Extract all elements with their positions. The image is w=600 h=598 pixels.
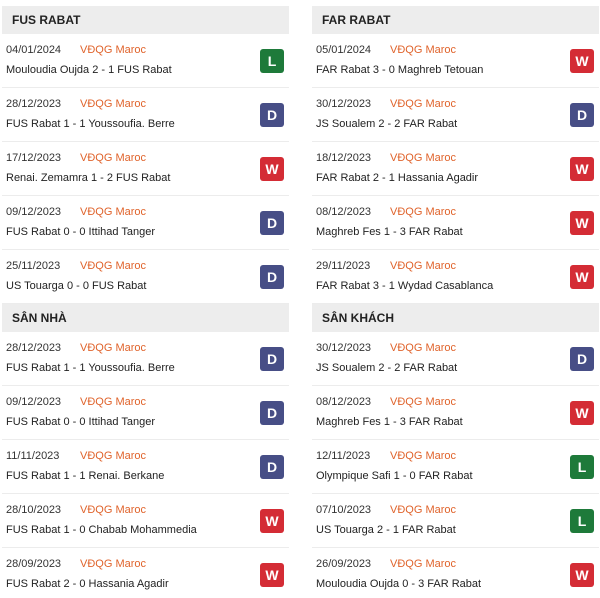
league-link[interactable]: VĐQG Maroc: [80, 206, 147, 218]
league-link[interactable]: VĐQG Maroc: [80, 450, 147, 462]
match-score: US Touarga 2 - 1 FAR Rabat: [316, 524, 456, 536]
result-badge: D: [260, 401, 284, 425]
league-link[interactable]: VĐQG Maroc: [80, 152, 147, 164]
league-link[interactable]: VĐQG Maroc: [80, 396, 147, 408]
match-score: Renai. Zemamra 1 - 2 FUS Rabat: [6, 172, 171, 184]
result-badge: W: [570, 563, 594, 587]
match-score: Mouloudia Oujda 0 - 3 FAR Rabat: [316, 578, 482, 590]
result-badge: W: [260, 157, 284, 181]
league-link[interactable]: VĐQG Maroc: [390, 44, 457, 56]
league-link[interactable]: VĐQG Maroc: [80, 342, 147, 354]
league-link[interactable]: VĐQG Maroc: [390, 396, 457, 408]
match-score: FUS Rabat 1 - 1 Youssoufia. Berre: [6, 118, 175, 130]
league-link[interactable]: VĐQG Maroc: [390, 504, 457, 516]
result-badge: D: [260, 265, 284, 289]
result-badge: W: [260, 563, 284, 587]
league-link[interactable]: VĐQG Maroc: [390, 260, 457, 272]
match-row[interactable]: [2, 142, 289, 196]
fus-rabat-recent-panel: [2, 6, 289, 304]
league-link[interactable]: VĐQG Maroc: [390, 342, 457, 354]
match-score: Maghreb Fes 1 - 3 FAR Rabat: [316, 416, 463, 428]
league-link[interactable]: VĐQG Maroc: [80, 98, 147, 110]
match-row[interactable]: [312, 196, 599, 250]
match-row[interactable]: [2, 440, 289, 494]
result-badge: L: [570, 509, 594, 533]
match-row[interactable]: [2, 332, 289, 386]
match-date: 28/09/2023: [6, 558, 62, 570]
fus-rabat-home-panel: [2, 304, 289, 598]
match-date: 25/11/2023: [6, 260, 61, 272]
match-score: Olympique Safi 1 - 0 FAR Rabat: [316, 470, 473, 482]
match-score: FAR Rabat 2 - 1 Hassania Agadir: [316, 172, 479, 184]
match-score: FAR Rabat 3 - 1 Wydad Casablanca: [316, 280, 494, 292]
match-date: 12/11/2023: [316, 450, 371, 462]
result-badge: D: [260, 347, 284, 371]
match-date: 28/12/2023: [6, 98, 62, 110]
match-date: 28/12/2023: [6, 342, 62, 354]
match-row[interactable]: [312, 548, 599, 598]
result-badge: W: [570, 265, 594, 289]
result-badge: L: [260, 49, 284, 73]
match-date: 17/12/2023: [6, 152, 62, 164]
match-score: FUS Rabat 0 - 0 Ittihad Tanger: [6, 226, 155, 238]
match-row[interactable]: [2, 196, 289, 250]
match-row[interactable]: [312, 494, 599, 548]
match-row[interactable]: [2, 386, 289, 440]
match-score: US Touarga 0 - 0 FUS Rabat: [6, 280, 147, 292]
match-date: 18/12/2023: [316, 152, 372, 164]
result-badge: D: [570, 347, 594, 371]
match-row[interactable]: [2, 250, 289, 304]
match-score: Maghreb Fes 1 - 3 FAR Rabat: [316, 226, 463, 238]
league-link[interactable]: VĐQG Maroc: [80, 504, 147, 516]
far-rabat-away-panel: [312, 304, 599, 598]
match-score: JS Soualem 2 - 2 FAR Rabat: [316, 118, 458, 130]
match-date: 05/01/2024: [316, 44, 372, 56]
league-link[interactable]: VĐQG Maroc: [80, 44, 147, 56]
match-row[interactable]: [2, 494, 289, 548]
match-date: 11/11/2023: [6, 450, 60, 462]
match-score: JS Soualem 2 - 2 FAR Rabat: [316, 362, 458, 374]
result-badge: D: [260, 211, 284, 235]
match-date: 07/10/2023: [316, 504, 372, 516]
match-date: 30/12/2023: [316, 342, 372, 354]
panel-title: FAR RABAT: [312, 6, 599, 34]
match-row[interactable]: [312, 88, 599, 142]
panel-title: SÂN NHÀ: [2, 304, 289, 332]
match-score: FUS Rabat 1 - 1 Renai. Berkane: [6, 470, 165, 482]
match-score: FUS Rabat 0 - 0 Ittihad Tanger: [6, 416, 155, 428]
result-badge: L: [570, 455, 594, 479]
panel-title: FUS RABAT: [2, 6, 289, 34]
result-badge: D: [570, 103, 594, 127]
league-link[interactable]: VĐQG Maroc: [390, 206, 457, 218]
far-rabat-recent-panel: [312, 6, 599, 304]
result-badge: W: [570, 401, 594, 425]
league-link[interactable]: VĐQG Maroc: [80, 260, 147, 272]
match-date: 26/09/2023: [316, 558, 372, 570]
match-row[interactable]: [2, 548, 289, 598]
league-link[interactable]: VĐQG Maroc: [80, 558, 147, 570]
match-row[interactable]: [312, 142, 599, 196]
league-link[interactable]: VĐQG Maroc: [390, 152, 457, 164]
match-date: 28/10/2023: [6, 504, 62, 516]
match-score: FUS Rabat 2 - 0 Hassania Agadir: [6, 578, 169, 590]
match-row[interactable]: [2, 88, 289, 142]
match-score: FUS Rabat 1 - 1 Youssoufia. Berre: [6, 362, 175, 374]
result-badge: D: [260, 455, 284, 479]
match-date: 30/12/2023: [316, 98, 372, 110]
match-row[interactable]: [312, 34, 599, 88]
match-score: FUS Rabat 1 - 0 Chabab Mohammedia: [6, 524, 197, 536]
match-date: 08/12/2023: [316, 396, 372, 408]
result-badge: W: [570, 211, 594, 235]
match-date: 09/12/2023: [6, 206, 62, 218]
league-link[interactable]: VĐQG Maroc: [390, 98, 457, 110]
league-link[interactable]: VĐQG Maroc: [390, 450, 457, 462]
result-badge: W: [570, 49, 594, 73]
match-date: 29/11/2023: [316, 260, 371, 272]
match-row[interactable]: [312, 386, 599, 440]
panel-title: SÂN KHÁCH: [312, 304, 599, 332]
result-badge: W: [570, 157, 594, 181]
result-badge: D: [260, 103, 284, 127]
match-row[interactable]: [312, 440, 599, 494]
match-score: Mouloudia Oujda 2 - 1 FUS Rabat: [6, 64, 172, 76]
league-link[interactable]: VĐQG Maroc: [390, 558, 457, 570]
match-row[interactable]: [312, 332, 599, 386]
result-badge: W: [260, 509, 284, 533]
match-date: 04/01/2024: [6, 44, 62, 56]
match-date: 09/12/2023: [6, 396, 62, 408]
match-score: FAR Rabat 3 - 0 Maghreb Tetouan: [316, 64, 484, 76]
match-date: 08/12/2023: [316, 206, 372, 218]
match-row[interactable]: [2, 34, 289, 88]
match-row[interactable]: [312, 250, 599, 304]
